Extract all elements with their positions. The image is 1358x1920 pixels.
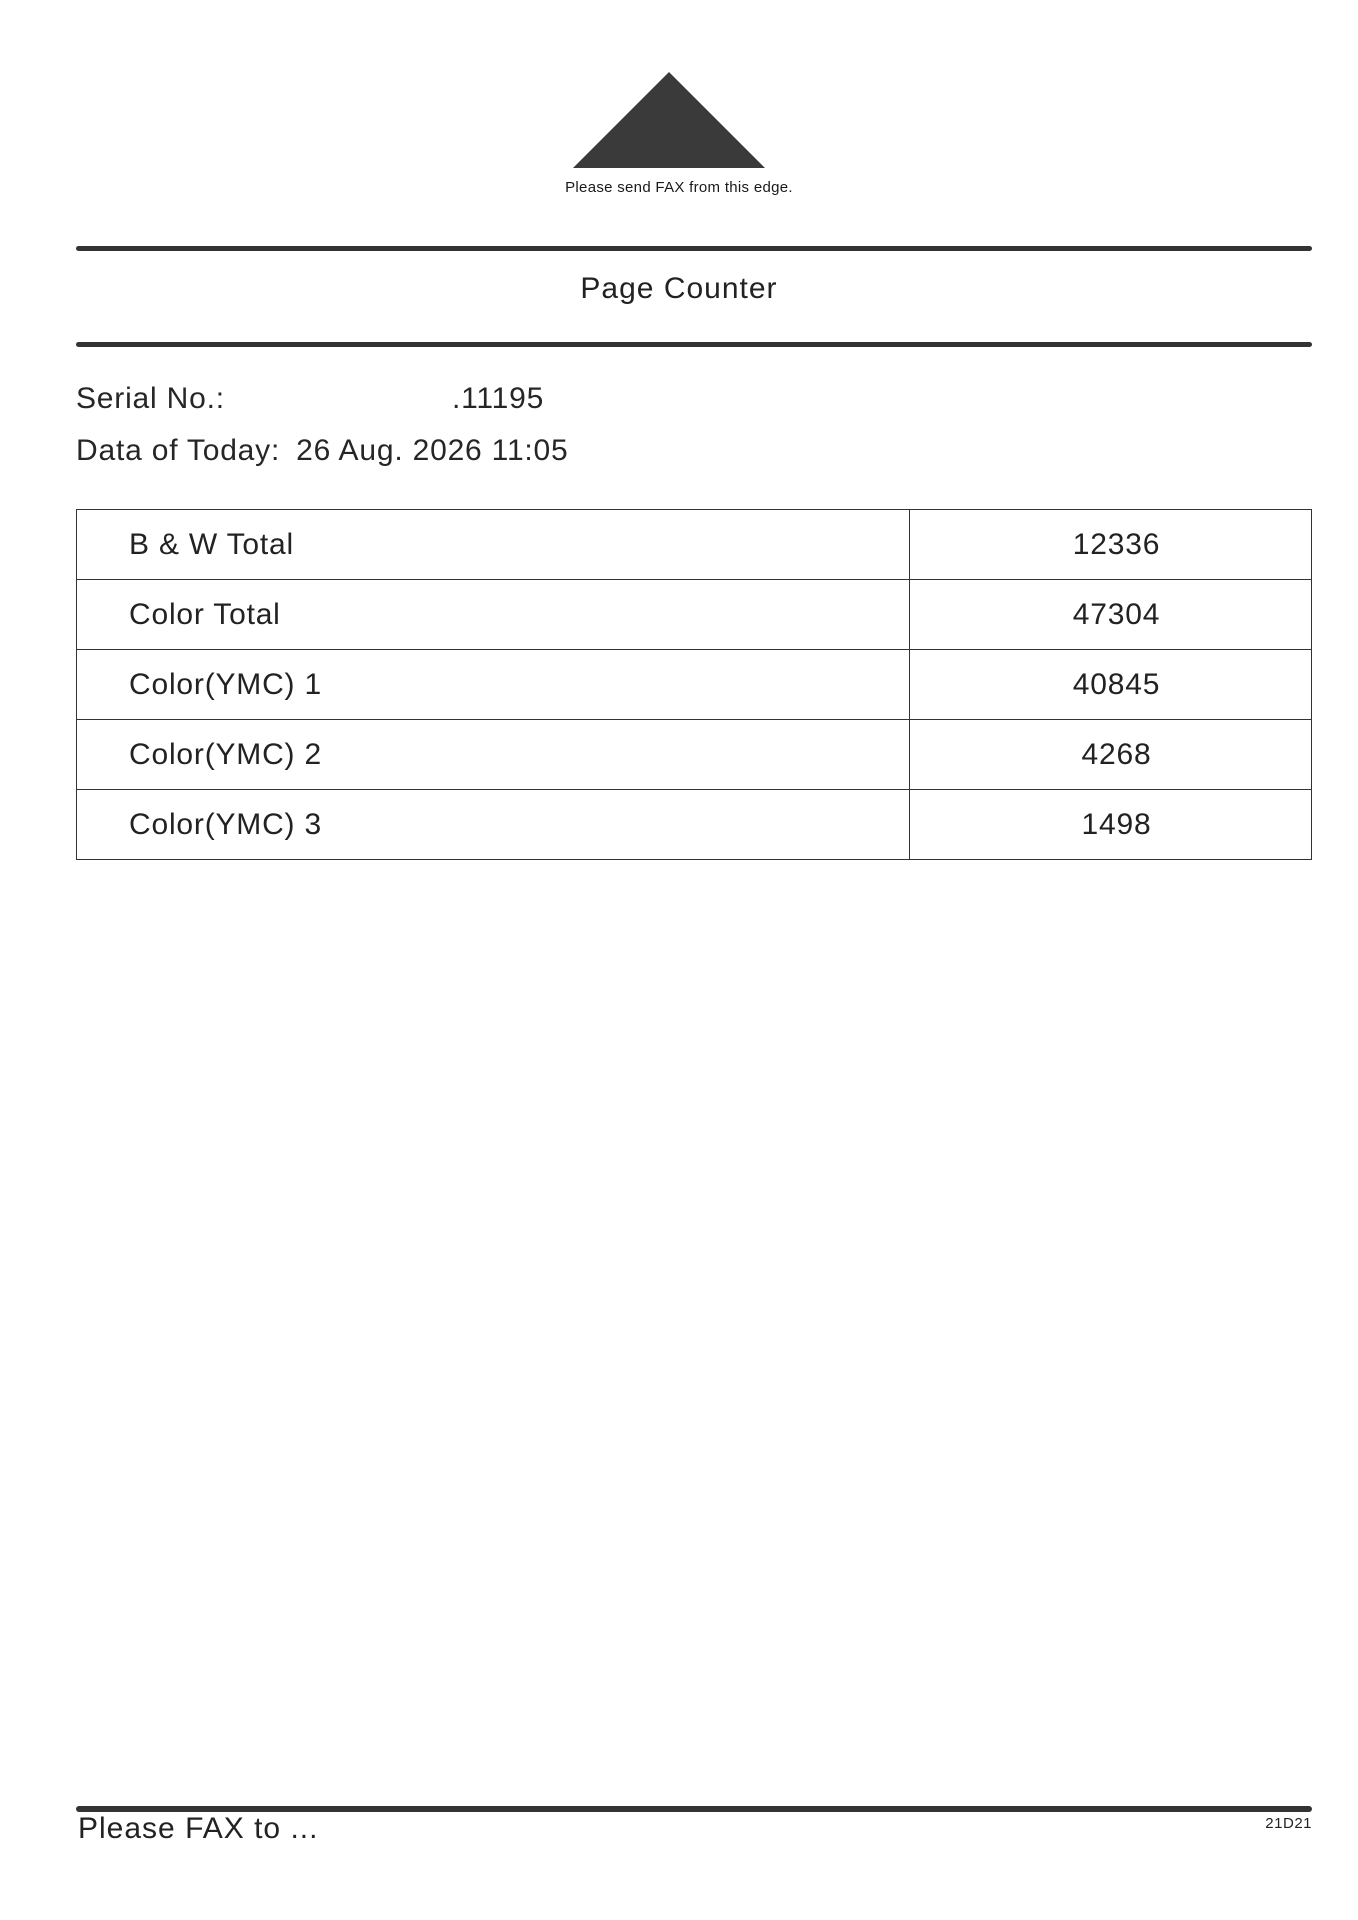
fax-edge-instruction: Please send FAX from this edge. xyxy=(565,179,793,196)
page-title: Page Counter xyxy=(580,272,778,305)
counter-label: Color(YMC) 1 xyxy=(77,650,910,720)
counter-label: B & W Total xyxy=(77,510,910,580)
counter-value: 47304 xyxy=(910,580,1312,650)
date-value: 26 Aug. 2026 11:05 xyxy=(296,434,569,467)
header-rule-bottom xyxy=(76,342,1312,347)
table-row xyxy=(77,720,1312,790)
date-row xyxy=(76,434,569,468)
fax-to-text: Please FAX to ... xyxy=(78,1812,319,1845)
table-row xyxy=(77,650,1312,720)
header-rule-top xyxy=(76,246,1312,251)
table-row xyxy=(77,790,1312,860)
counter-value: 1498 xyxy=(910,790,1312,860)
date-label: Data of Today: xyxy=(76,434,281,467)
counter-value: 40845 xyxy=(910,650,1312,720)
table-row xyxy=(77,580,1312,650)
counter-label: Color(YMC) 2 xyxy=(77,720,910,790)
form-code: 21D21 xyxy=(1265,1815,1312,1832)
counter-label: Color(YMC) 3 xyxy=(77,790,910,860)
counter-table xyxy=(76,509,1312,860)
table-row xyxy=(77,510,1312,580)
counter-label: Color Total xyxy=(77,580,910,650)
serial-number-row xyxy=(76,382,545,416)
counter-value: 12336 xyxy=(910,510,1312,580)
triangle-marker-icon xyxy=(571,70,767,170)
serial-value: .11195 xyxy=(452,382,545,415)
counter-value: 4268 xyxy=(910,720,1312,790)
serial-label: Serial No.: xyxy=(76,382,225,415)
